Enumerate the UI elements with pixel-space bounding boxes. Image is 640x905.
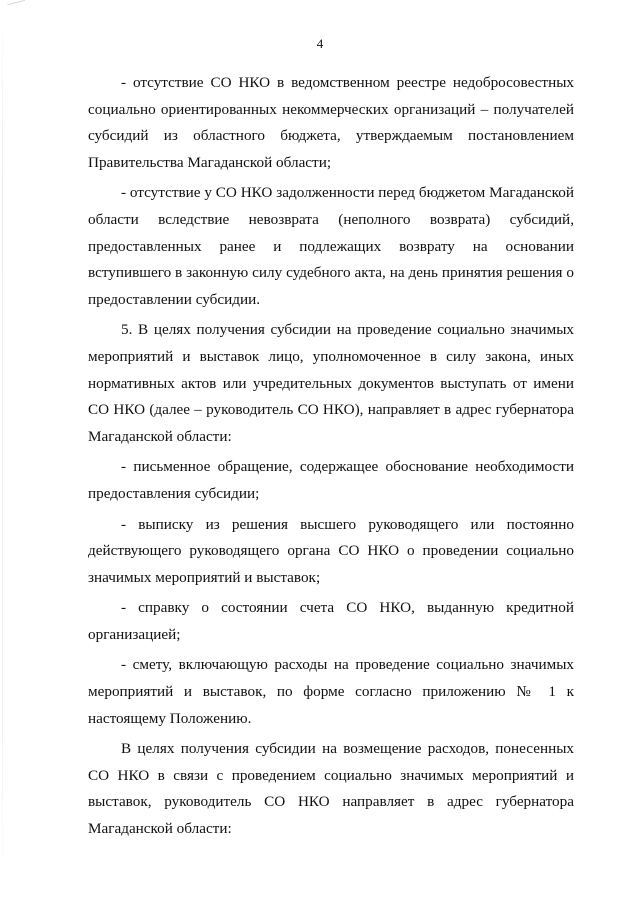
paragraph-decision-extract: - выписку из решения высшего руководящего или постоянно действующего руководящего органа СО НКО о проведении социально значимых мероприятий и выставок; bbox=[88, 515, 574, 586]
paragraph-expense-reimbursement: В целях получения субсидии на возмещение расходов, понесенных СО НКО в связи с проведением социально значимых мероприятий и выставок, руководитель СО НКО направляет в адрес губернатора Магаданской области: bbox=[88, 740, 574, 838]
page-number: 4 bbox=[316, 36, 324, 51]
paragraph-account-statement: - справку о состоянии счета СО НКО, выданную кредитной организацией; bbox=[88, 599, 574, 643]
paragraph-written-request: - письменное обращение, содержащее обоснование необходимости предоставления субсидии; bbox=[88, 458, 574, 502]
paragraph-debt-requirement: - отсутствие у СО НКО задолженности перед бюджетом Магаданской области вследствие невозврата (неполного возврата) субсидий, предоставленных ранее и подлежащих возврату на основании вступившего в законную силу судебного акта, на день принятия решения о предоставлении субсидии. bbox=[88, 184, 574, 308]
scan-artifact-mark bbox=[7, 0, 26, 11]
paragraph-cost-estimate: - смету, включающую расходы на проведение социально значимых мероприятий и выставок, по форме согласно приложению № 1 к настоящему Положению. bbox=[88, 656, 574, 727]
scan-edge-shadow bbox=[2, 0, 3, 905]
document-body bbox=[88, 70, 574, 847]
paragraph-section-5: 5. В целях получения субсидии на проведение социально значимых мероприятий и выставок лицо, уполномоченное в силу закона, иных нормативных актов или учредительных документов выступать от имени СО НКО (далее – руководитель СО НКО), направляет в адрес губернатора Магаданской области: bbox=[88, 321, 574, 445]
paragraph-registry-requirement: - отсутствие СО НКО в ведомственном реестре недобросовестных социально ориентированных некоммерческих организаций – получателей субсидий из областного бюджета, утверждаемым постановлением Правительства Магаданской области; bbox=[88, 74, 574, 171]
